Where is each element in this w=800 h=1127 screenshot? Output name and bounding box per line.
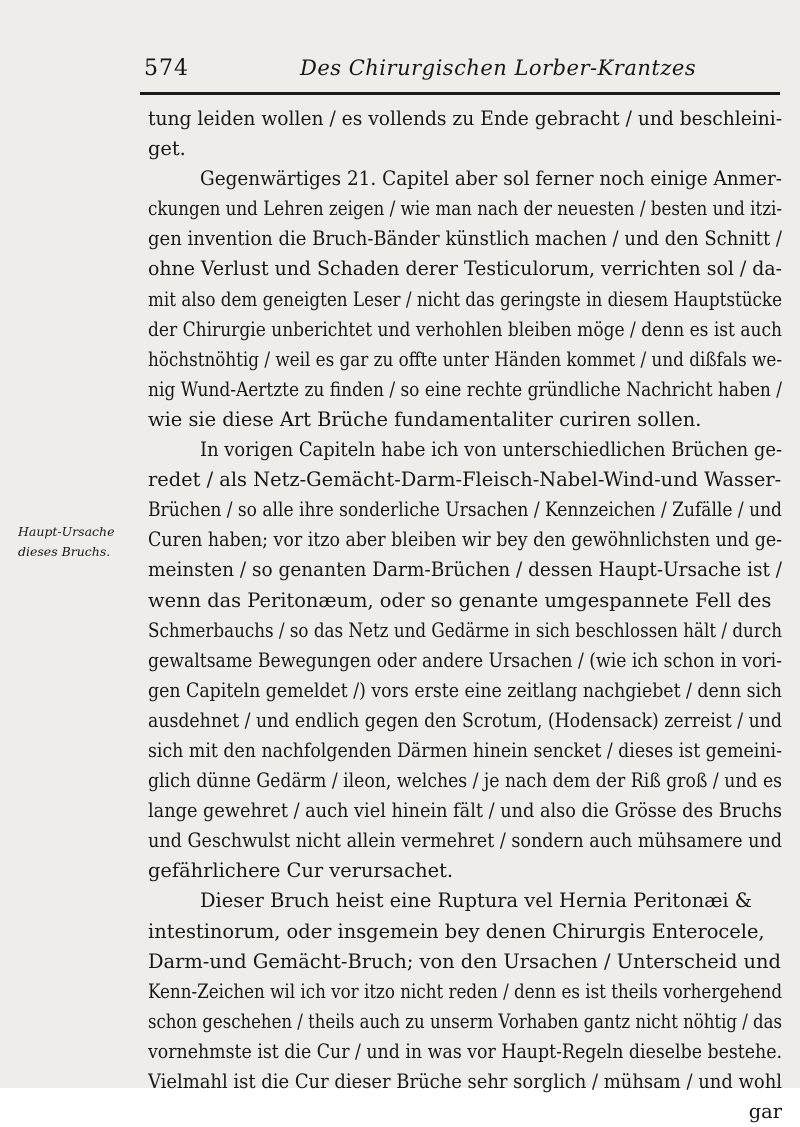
text-line: get.	[148, 137, 186, 161]
text-line: ausdehnet / und endlich gegen den Scrotum, (Hodensack) zerreist / und	[148, 708, 782, 732]
text-line: Darm-und Gemächt-Bruch; von den Ursachen / Unterscheid und	[148, 949, 781, 973]
running-title: Des Chirurgischen Lorber-Krantzes	[300, 56, 697, 80]
text-line: redet / als Netz-Gemächt-Darm-Fleisch-Nabel-Wind-und Wasser-	[148, 468, 782, 492]
text-line: Kenn-Zeichen wil ich vor itzo nicht reden / denn es ist theils vorhergehend	[148, 979, 782, 1003]
text-line: und Geschwulst nicht allein vermehret / sondern auch mühsamere und	[148, 829, 782, 853]
margin-note	[18, 522, 142, 562]
paragraph-start-line: In vorigen Capiteln habe ich von unterschiedlichen Brüchen ge-	[200, 438, 782, 462]
paragraph-start-line: Gegenwärtiges 21. Capitel aber sol ferner noch einige Anmer-	[200, 167, 782, 191]
text-line: ohne Verlust und Schaden derer Testiculorum, verrichten sol / da-	[148, 257, 782, 281]
paragraph-start-line: Dieser Bruch heist eine Ruptura vel Hernia Peritonæi &	[200, 889, 753, 913]
body-text	[148, 104, 782, 1127]
text-line: schon geschehen / theils auch zu unserm Vorhaben gantz nicht nöhtig / das	[148, 1009, 782, 1033]
text-line: Vielmahl ist die Cur dieser Brüche sehr sorglich / mühsam / und wohl	[148, 1070, 782, 1093]
page-number: 574	[144, 56, 189, 81]
page-header	[140, 54, 780, 88]
text-line: nig Wund-Aertzte zu finden / so eine rechte gründliche Nachricht haben /	[148, 377, 782, 401]
text-line: ckungen und Lehren zeigen / wie man nach der neuesten / besten und itzi-	[148, 197, 782, 221]
margin-note-line: Haupt-Ursache	[18, 524, 115, 539]
text-line: Brüchen / so alle ihre sonderliche Ursachen / Kennzeichen / Zufälle / und	[148, 498, 782, 522]
text-line: glich dünne Gedärm / ileon, welches / je nach dem der Riß groß / und es	[148, 769, 782, 793]
text-line: Schmerbauchs / so das Netz und Gedärme in sich beschlossen hält / durch	[148, 618, 782, 642]
text-line: gewaltsame Bewegungen oder andere Ursachen / (wie ich schon in vori-	[148, 648, 782, 672]
text-line: intestinorum, oder insgemein bey denen Chirurgis Enterocele,	[148, 919, 765, 943]
text-line: lange gewehret / auch viel hinein fält / und also die Grösse des Bruchs	[148, 799, 782, 823]
text-line: sich mit den nachfolgenden Därmen hinein sencket / dieses ist gemeini-	[148, 738, 782, 762]
text-line: höchstnöhtig / weil es gar zu offte unter Händen kommet / und dißfals we-	[148, 347, 782, 371]
text-line: der Chirurgie unberichtet und verhohlen bleiben möge / denn es ist auch	[148, 317, 782, 341]
text-line: Curen haben; vor itzo aber bleiben wir bey den gewöhnlichsten und ge-	[148, 528, 782, 552]
header-rule	[140, 92, 780, 95]
text-line: gen invention die Bruch-Bänder künstlich machen / und den Schnitt /	[148, 227, 782, 251]
text-line: wie sie diese Art Brüche fundamentaliter curiren sollen.	[148, 407, 702, 431]
catchword: gar	[748, 1100, 782, 1124]
text-line: vornehmste ist die Cur / und in was vor Haupt-Regeln dieselbe bestehe.	[148, 1039, 782, 1063]
margin-note-line: dieses Bruchs.	[18, 544, 111, 559]
text-line: gefährlichere Cur verursachet.	[148, 859, 454, 883]
text-line: gen Capiteln gemeldet /) vors erste eine zeitlang nachgiebet / denn sich	[148, 678, 782, 702]
text-line: tung leiden wollen / es vollends zu Ende gebracht / und beschleini-	[148, 107, 782, 130]
text-line: mit also dem geneigten Leser / nicht das geringste in diesem Hauptstücke	[148, 287, 782, 311]
text-line: wenn das Peritonæum, oder so genante umgespannete Fell des	[148, 588, 772, 612]
text-line: meinsten / so genanten Darm-Brüchen / dessen Haupt-Ursache ist /	[148, 558, 782, 582]
